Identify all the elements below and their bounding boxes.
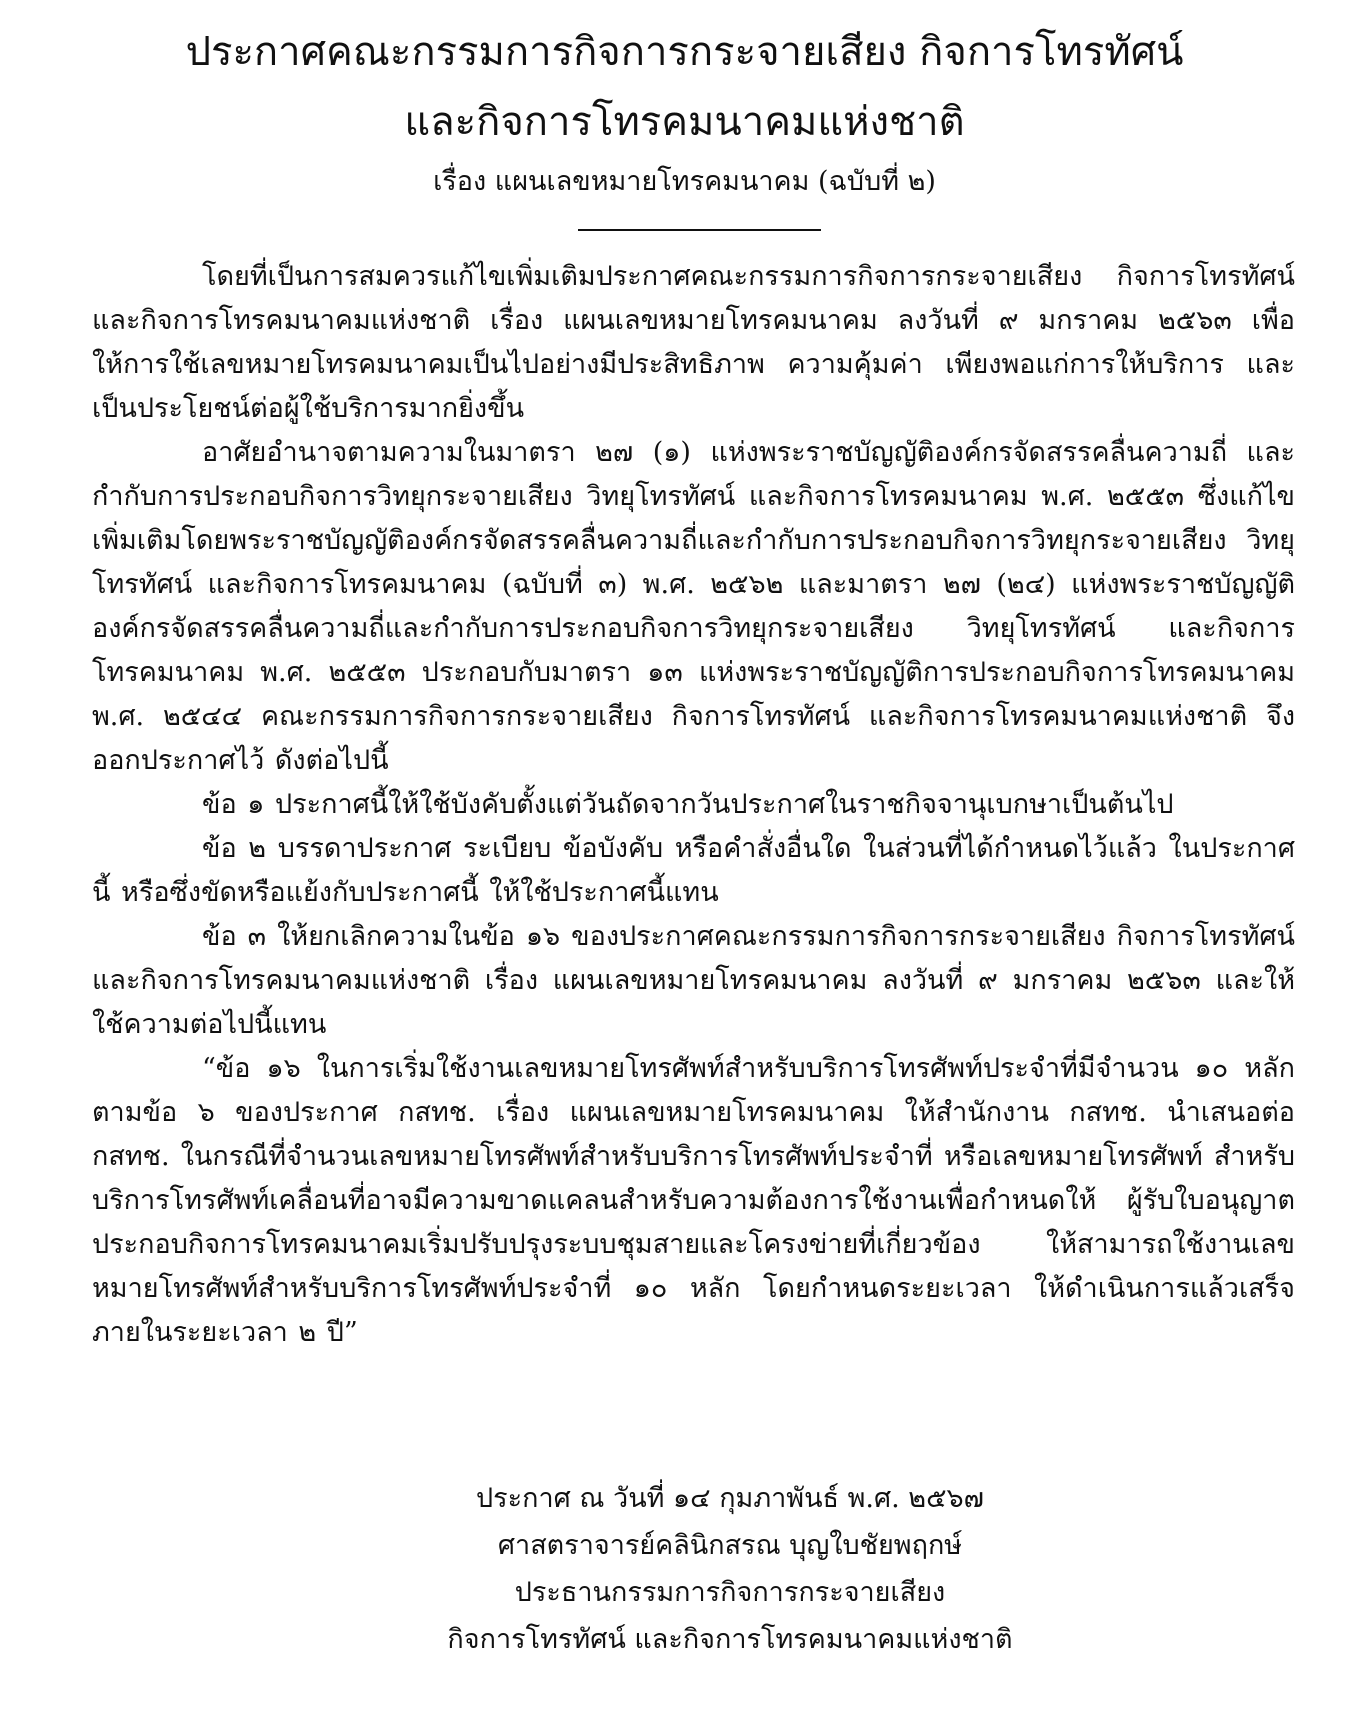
clause-16-quoted: “ข้อ ๑๖ ในการเริ่มใช้งานเลขหมายโทรศัพท์สำหรับบริการโทรศัพท์ประจำที่มีจำนวน ๑๐ หลัก ตามข้อ ๖ ของประกาศ กสทช. เรื่อง แผนเลขหมายโทรคมนาคม ให้สำนักงาน กสทช. นำเสนอต่อ กสทช. ในกรณีที่จำนวนเลขหมายโทรศัพท์สำหรับบริการโทรศัพท์ประจำที่ หรือเลขหมายโทรศัพท์ สำหรับบริการโทรศัพท์เคลื่อนที่อาจมีความขาดแคลนสำหรับความต้องการใช้งานเพื่อกำหนดให้ ผู้รับใบอนุญาตประกอบกิจการโทรคมนาคมเริ่มปรับปรุงระบบชุมสายและโครงข่ายที่เกี่ยวข้อง ให้สามารถใช้งานเลขหมายโทรศัพท์สำหรับบริการโทรศัพท์ประจำที่ ๑๐ หลัก โดยกำหนดระยะเวลา ให้ดำเนินการแล้วเสร็จภายในระยะเวลา ๒ ปี”: [92, 1053, 1295, 1348]
signatory-position-line-1: ประธานกรรมการกิจการกระจายเสียง: [514, 1577, 946, 1608]
document-title-line-1: ประกาศคณะกรรมการกิจการกระจายเสียง กิจการโทรทัศน์: [185, 29, 1184, 75]
document-title-line-2: และกิจการโทรคมนาคมแห่งชาติ: [404, 99, 965, 145]
announcement-date: ประกาศ ณ วันที่ ๑๔ กุมภาพันธ์ พ.ศ. ๒๕๖๗: [476, 1483, 984, 1514]
clause-1: ข้อ ๑ ประกาศนี้ให้ใช้บังคับตั้งแต่วันถัดจากวันประกาศในราชกิจจานุเบกษาเป็นต้นไป: [202, 789, 1174, 820]
signatory-position-line-2: กิจการโทรทัศน์ และกิจการโทรคมนาคมแห่งชาติ: [447, 1624, 1013, 1655]
document-body: [92, 255, 1295, 1355]
preamble-paragraph: โดยที่เป็นการสมควรแก้ไขเพิ่มเติมประกาศคณะกรรมการกิจการกระจายเสียง กิจการโทรทัศน์ และกิจการโทรคมนาคมแห่งชาติ เรื่อง แผนเลขหมายโทรคมนาคม ลงวันที่ ๙ มกราคม ๒๕๖๓ เพื่อให้การใช้เลขหมายโทรคมนาคมเป็นไปอย่างมีประสิทธิภาพ ความคุ้มค่า เพียงพอแก่การให้บริการ และเป็นประโยชน์ต่อผู้ใช้บริการมากยิ่งขึ้น: [92, 261, 1295, 424]
signatory-name: ศาสตราจารย์คลินิกสรณ บุญใบชัยพฤกษ์: [497, 1530, 963, 1561]
signature-block: [420, 1475, 1040, 1663]
clause-3: ข้อ ๓ ให้ยกเลิกความในข้อ ๑๖ ของประกาศคณะกรรมการกิจการกระจายเสียง กิจการโทรทัศน์ และกิจการโทรคมนาคมแห่งชาติ เรื่อง แผนเลขหมายโทรคมนาคม ลงวันที่ ๙ มกราคม ๒๕๖๓ และให้ใช้ความต่อไปนี้แทน: [92, 921, 1295, 1040]
title-divider: [578, 229, 821, 231]
document-subject: เรื่อง แผนเลขหมายโทรคมนาคม (ฉบับที่ ๒): [433, 166, 936, 197]
clause-2: ข้อ ๒ บรรดาประกาศ ระเบียบ ข้อบังคับ หรือคำสั่งอื่นใด ในส่วนที่ได้กำหนดไว้แล้ว ในประกาศนี้ หรือซึ่งขัดหรือแย้งกับประกาศนี้ ให้ใช้ประกาศนี้แทน: [92, 833, 1295, 908]
authority-paragraph: อาศัยอำนาจตามความในมาตรา ๒๗ (๑) แห่งพระราชบัญญัติองค์กรจัดสรรคลื่นความถี่ และกำกับการประกอบกิจการวิทยุกระจายเสียง วิทยุโทรทัศน์ และกิจการโทรคมนาคม พ.ศ. ๒๕๕๓ ซึ่งแก้ไขเพิ่มเติมโดยพระราชบัญญัติองค์กรจัดสรรคลื่นความถี่และกำกับการประกอบกิจการวิทยุกระจายเสียง วิทยุโทรทัศน์ และกิจการโทรคมนาคม (ฉบับที่ ๓) พ.ศ. ๒๕๖๒ และมาตรา ๒๗ (๒๔) แห่งพระราชบัญญัติ องค์กรจัดสรรคลื่นความถี่และกำกับการประกอบกิจการวิทยุกระจายเสียง วิทยุโทรทัศน์ และกิจการโทรคมนาคม พ.ศ. ๒๕๕๓ ประกอบกับมาตรา ๑๓ แห่งพระราชบัญญัติการประกอบกิจการโทรคมนาคม พ.ศ. ๒๕๔๔ คณะกรรมการกิจการกระจายเสียง กิจการโทรทัศน์ และกิจการโทรคมนาคมแห่งชาติ จึงออกประกาศไว้ ดังต่อไปนี้: [92, 437, 1295, 776]
